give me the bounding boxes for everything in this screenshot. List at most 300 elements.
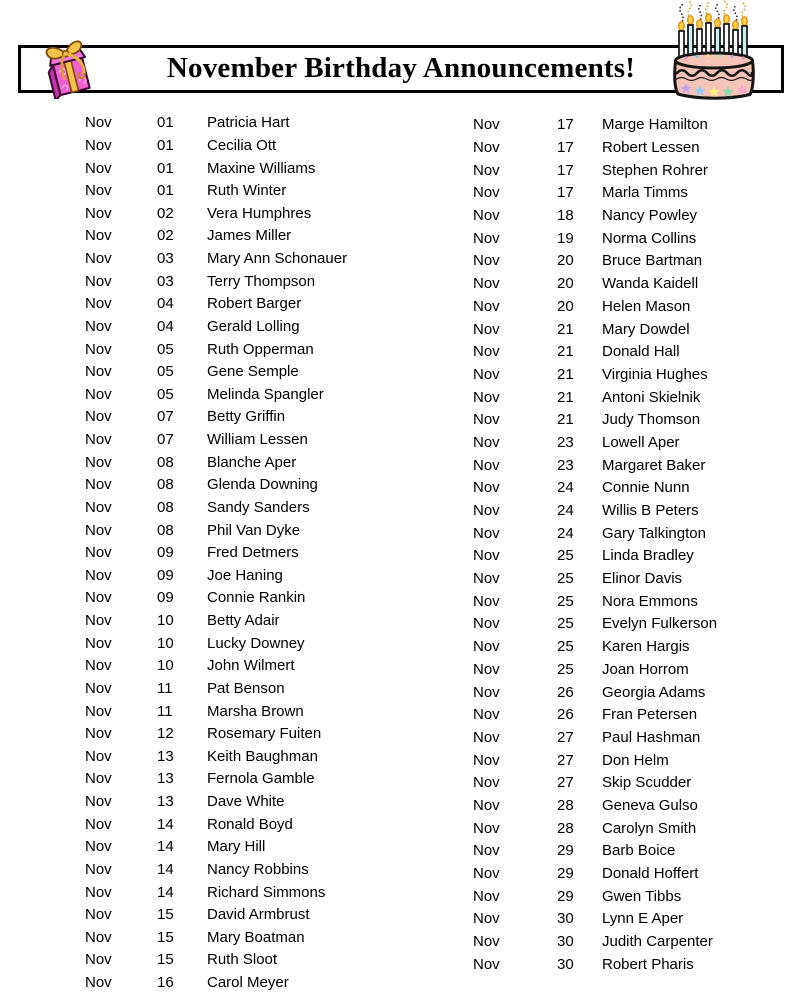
birthday-row — [473, 727, 717, 750]
birthday-name: Gerald Lolling — [207, 317, 300, 335]
birthday-month: Nov — [85, 272, 112, 290]
birthday-month: Nov — [85, 589, 112, 607]
birthday-row — [85, 768, 347, 791]
birthday-day: 01 — [157, 182, 174, 200]
birthday-month: Nov — [85, 317, 112, 335]
birthday-month: Nov — [473, 547, 500, 565]
birthday-month: Nov — [473, 592, 500, 610]
birthday-month: Nov — [473, 615, 500, 633]
birthday-day: 26 — [557, 706, 574, 724]
birthday-day: 30 — [557, 955, 574, 973]
birthday-day: 25 — [557, 592, 574, 610]
birthday-name: Robert Lessen — [602, 139, 700, 157]
birthday-name: Carol Meyer — [207, 974, 289, 992]
birthday-row — [85, 610, 347, 633]
birthday-row — [473, 477, 717, 500]
birthday-name: Lynn E Aper — [602, 910, 684, 928]
birthday-day: 04 — [157, 295, 174, 313]
birthday-month: Nov — [473, 819, 500, 837]
birthday-day: 13 — [157, 770, 174, 788]
birthday-day: 26 — [557, 683, 574, 701]
birthday-name: Nancy Robbins — [207, 860, 309, 878]
birthday-month: Nov — [473, 933, 500, 951]
birthday-month: Nov — [85, 793, 112, 811]
birthday-row — [85, 949, 347, 972]
birthday-name: Marla Timms — [602, 184, 688, 202]
birthday-row — [85, 723, 347, 746]
birthday-row — [85, 384, 347, 407]
birthday-row — [85, 859, 347, 882]
birthday-month: Nov — [85, 702, 112, 720]
birthday-name: Mary Dowdel — [602, 320, 690, 338]
birthday-month: Nov — [85, 951, 112, 969]
birthday-day: 29 — [557, 865, 574, 883]
birthday-month: Nov — [85, 860, 112, 878]
birthday-month: Nov — [473, 320, 500, 338]
birthday-day: 25 — [557, 615, 574, 633]
birthday-name: Sandy Sanders — [207, 498, 310, 516]
birthday-name: Patricia Hart — [207, 114, 290, 132]
birthday-month: Nov — [85, 453, 112, 471]
birthday-day: 17 — [557, 184, 574, 202]
birthday-month: Nov — [85, 159, 112, 177]
birthday-day: 21 — [557, 411, 574, 429]
birthday-day: 21 — [557, 365, 574, 383]
birthday-row — [473, 454, 717, 477]
birthday-day: 28 — [557, 796, 574, 814]
birthday-day: 14 — [157, 883, 174, 901]
birthday-month: Nov — [85, 725, 112, 743]
birthday-day: 29 — [557, 842, 574, 860]
birthday-name: Carolyn Smith — [602, 819, 697, 837]
birthday-name: Fran Petersen — [602, 706, 698, 724]
birthday-row — [473, 863, 717, 886]
birthday-day: 14 — [157, 838, 174, 856]
birthday-name: Antoni Skielnik — [602, 388, 701, 406]
birthday-month: Nov — [473, 751, 500, 769]
birthday-row — [473, 908, 717, 931]
birthday-row — [473, 227, 717, 250]
birthday-month: Nov — [85, 634, 112, 652]
birthday-day: 15 — [157, 928, 174, 946]
birthday-month: Nov — [85, 747, 112, 765]
birthday-month: Nov — [85, 204, 112, 222]
birthday-month: Nov — [85, 838, 112, 856]
birthday-day: 07 — [157, 408, 174, 426]
birthday-day: 15 — [157, 906, 174, 924]
birthday-day: 13 — [157, 747, 174, 765]
birthday-day: 02 — [157, 204, 174, 222]
birthday-name: James Miller — [207, 227, 292, 245]
birthday-month: Nov — [473, 456, 500, 474]
birthday-list-right — [473, 114, 717, 976]
birthday-day: 20 — [557, 275, 574, 293]
birthday-row — [85, 248, 347, 271]
birthday-day: 11 — [157, 679, 173, 697]
birthday-name: Linda Bradley — [602, 547, 694, 565]
birthday-day: 27 — [557, 751, 574, 769]
birthday-month: Nov — [473, 388, 500, 406]
birthday-row — [85, 451, 347, 474]
birthday-row — [473, 613, 717, 636]
birthday-name: Evelyn Fulkerson — [602, 615, 718, 633]
birthday-month: Nov — [473, 683, 500, 701]
birthday-day: 08 — [157, 453, 174, 471]
birthday-row — [473, 250, 717, 273]
birthday-name: Nancy Powley — [602, 207, 698, 225]
birthday-row — [85, 497, 347, 520]
birthday-name: Robert Barger — [207, 295, 302, 313]
birthday-row — [473, 273, 717, 296]
birthday-day: 05 — [157, 363, 174, 381]
birthday-row — [473, 840, 717, 863]
birthday-row — [85, 655, 347, 678]
page-title: November Birthday Announcements! — [166, 52, 636, 84]
birthday-name: Blanche Aper — [207, 453, 297, 471]
birthday-name: Vera Humphres — [207, 204, 312, 222]
birthday-month: Nov — [473, 842, 500, 860]
birthday-day: 27 — [557, 774, 574, 792]
birthday-month: Nov — [85, 883, 112, 901]
birthday-month: Nov — [85, 250, 112, 268]
birthday-day: 24 — [557, 479, 574, 497]
birthday-row — [473, 568, 717, 591]
gift-icon — [40, 37, 102, 99]
birthday-row — [473, 795, 717, 818]
birthday-name: Betty Adair — [207, 612, 280, 630]
birthday-name: Cecilia Ott — [207, 136, 277, 154]
birthday-day: 01 — [157, 114, 174, 132]
birthday-month: Nov — [85, 182, 112, 200]
birthday-day: 14 — [157, 815, 174, 833]
birthday-day: 14 — [157, 860, 174, 878]
birthday-name: Paul Hashman — [602, 728, 701, 746]
birthday-row — [473, 432, 717, 455]
birthday-day: 10 — [157, 612, 174, 630]
birthday-day: 08 — [157, 476, 174, 494]
birthday-name: Georgia Adams — [602, 683, 706, 701]
birthday-month: Nov — [473, 796, 500, 814]
birthday-month: Nov — [85, 679, 112, 697]
birthday-month: Nov — [85, 340, 112, 358]
birthday-month: Nov — [85, 227, 112, 245]
birthday-name: Elinor Davis — [602, 570, 683, 588]
birthday-month: Nov — [473, 774, 500, 792]
birthday-name: Karen Hargis — [602, 638, 690, 656]
birthday-row — [473, 772, 717, 795]
birthday-row — [85, 813, 347, 836]
birthday-month: Nov — [473, 229, 500, 247]
birthday-row — [85, 565, 347, 588]
birthday-row — [473, 114, 717, 137]
birthday-name: Margaret Baker — [602, 456, 706, 474]
birthday-month: Nov — [85, 657, 112, 675]
birthday-name: Don Helm — [602, 751, 669, 769]
birthday-day: 12 — [157, 725, 174, 743]
birthday-month: Nov — [85, 928, 112, 946]
birthday-day: 07 — [157, 431, 174, 449]
birthday-row — [85, 700, 347, 723]
birthday-day: 10 — [157, 657, 174, 675]
birthday-row — [473, 318, 717, 341]
birthday-month: Nov — [85, 476, 112, 494]
birthday-row — [85, 180, 347, 203]
birthday-month: Nov — [473, 116, 500, 134]
birthday-name: Gwen Tibbs — [602, 887, 682, 905]
birthday-row — [473, 386, 717, 409]
birthday-name: Melinda Spangler — [207, 385, 324, 403]
birthday-name: Judith Carpenter — [602, 933, 713, 951]
birthday-row — [85, 542, 347, 565]
birthday-row — [473, 137, 717, 160]
birthday-month: Nov — [85, 544, 112, 562]
birthday-row — [473, 953, 717, 976]
birthday-month: Nov — [473, 479, 500, 497]
birthday-name: Lucky Downey — [207, 634, 305, 652]
birthday-name: Fernola Gamble — [207, 770, 315, 788]
birthday-row — [85, 474, 347, 497]
birthday-row — [85, 972, 347, 995]
birthday-row — [85, 157, 347, 180]
birthday-day: 16 — [157, 974, 174, 992]
birthday-day: 03 — [157, 250, 174, 268]
birthday-month: Nov — [85, 136, 112, 154]
birthday-day: 08 — [157, 521, 174, 539]
birthday-row — [473, 409, 717, 432]
birthday-row — [473, 364, 717, 387]
birthday-name: Dave White — [207, 793, 285, 811]
birthday-month: Nov — [85, 906, 112, 924]
birthday-name: Gary Talkington — [602, 524, 706, 542]
birthday-month: Nov — [85, 408, 112, 426]
birthday-day: 23 — [557, 433, 574, 451]
birthday-day: 11 — [157, 702, 173, 720]
birthday-name: William Lessen — [207, 431, 308, 449]
birthday-month: Nov — [85, 770, 112, 788]
birthday-name: Joan Horrom — [602, 660, 689, 678]
birthday-month: Nov — [473, 865, 500, 883]
birthday-name: Judy Thomson — [602, 411, 701, 429]
birthday-month: Nov — [85, 295, 112, 313]
birthday-month: Nov — [473, 297, 500, 315]
birthday-month: Nov — [85, 498, 112, 516]
birthday-day: 21 — [557, 343, 574, 361]
birthday-month: Nov — [473, 207, 500, 225]
birthday-row — [85, 927, 347, 950]
birthday-month: Nov — [473, 139, 500, 157]
birthday-row — [85, 746, 347, 769]
birthday-row — [85, 316, 347, 339]
birthday-day: 28 — [557, 819, 574, 837]
birthday-name: Mary Hill — [207, 838, 266, 856]
birthday-name: Norma Collins — [602, 229, 697, 247]
birthday-month: Nov — [473, 887, 500, 905]
birthday-row — [473, 749, 717, 772]
birthday-row — [473, 296, 717, 319]
birthday-row — [85, 293, 347, 316]
birthday-name: Lowell Aper — [602, 433, 680, 451]
birthday-name: Wanda Kaidell — [602, 275, 699, 293]
birthday-month: Nov — [473, 502, 500, 520]
birthday-row — [85, 904, 347, 927]
birthday-name: Barb Boice — [602, 842, 676, 860]
birthday-name: Marge Hamilton — [602, 116, 708, 134]
birthday-month: Nov — [473, 910, 500, 928]
birthday-day: 01 — [157, 136, 174, 154]
birthday-row — [473, 545, 717, 568]
birthday-row — [473, 205, 717, 228]
birthday-month: Nov — [473, 955, 500, 973]
birthday-month: Nov — [85, 612, 112, 630]
birthday-row — [85, 678, 347, 701]
birthday-name: Keith Baughman — [207, 747, 318, 765]
birthday-month: Nov — [473, 184, 500, 202]
birthday-name: Glenda Downing — [207, 476, 318, 494]
birthday-day: 05 — [157, 385, 174, 403]
birthday-cake-icon — [664, 0, 766, 104]
birthday-day: 08 — [157, 498, 174, 516]
birthday-name: Maxine Williams — [207, 159, 316, 177]
birthday-name: Ruth Winter — [207, 182, 287, 200]
birthday-row — [85, 587, 347, 610]
birthday-name: Ronald Boyd — [207, 815, 293, 833]
birthday-name: Virginia Hughes — [602, 365, 708, 383]
birthday-day: 23 — [557, 456, 574, 474]
birthday-name: Mary Boatman — [207, 928, 305, 946]
birthday-month: Nov — [473, 365, 500, 383]
birthday-name: Betty Griffin — [207, 408, 286, 426]
birthday-day: 10 — [157, 634, 174, 652]
birthday-day: 03 — [157, 272, 174, 290]
birthday-name: John Wilmert — [207, 657, 295, 675]
birthday-day: 05 — [157, 340, 174, 358]
birthday-month: Nov — [473, 343, 500, 361]
birthday-day: 17 — [557, 139, 574, 157]
birthday-day: 09 — [157, 589, 174, 607]
birthday-day: 09 — [157, 544, 174, 562]
birthday-name: Connie Rankin — [207, 589, 306, 607]
birthday-month: Nov — [473, 161, 500, 179]
birthday-day: 25 — [557, 638, 574, 656]
birthday-day: 01 — [157, 159, 174, 177]
birthday-name: Donald Hoffert — [602, 865, 699, 883]
birthday-month: Nov — [85, 431, 112, 449]
birthday-day: 25 — [557, 660, 574, 678]
birthday-day: 30 — [557, 910, 574, 928]
birthday-day: 17 — [557, 116, 574, 134]
birthday-name: Richard Simmons — [207, 883, 326, 901]
birthday-name: Rosemary Fuiten — [207, 725, 322, 743]
birthday-month: Nov — [473, 411, 500, 429]
birthday-day: 25 — [557, 547, 574, 565]
birthday-month: Nov — [85, 363, 112, 381]
birthday-day: 18 — [557, 207, 574, 225]
birthday-name: David Armbrust — [207, 906, 310, 924]
birthday-name: Ruth Opperman — [207, 340, 314, 358]
birthday-name: Terry Thompson — [207, 272, 316, 290]
birthday-day: 09 — [157, 566, 174, 584]
birthday-name: Stephen Rohrer — [602, 161, 708, 179]
birthday-name: Mary Ann Schonauer — [207, 250, 348, 268]
birthday-row — [473, 500, 717, 523]
birthday-month: Nov — [473, 728, 500, 746]
birthday-row — [85, 791, 347, 814]
birthday-day: 21 — [557, 388, 574, 406]
birthday-day: 02 — [157, 227, 174, 245]
birthday-name: Willis B Peters — [602, 502, 699, 520]
birthday-row — [473, 522, 717, 545]
birthday-name: Ruth Sloot — [207, 951, 278, 969]
birthday-name: Pat Benson — [207, 679, 285, 697]
birthday-month: Nov — [85, 815, 112, 833]
birthday-row — [473, 931, 717, 954]
birthday-day: 17 — [557, 161, 574, 179]
birthday-name: Fred Detmers — [207, 544, 299, 562]
birthday-day: 15 — [157, 951, 174, 969]
birthday-month: Nov — [473, 433, 500, 451]
birthday-name: Joe Haning — [207, 566, 283, 584]
birthday-month: Nov — [85, 566, 112, 584]
birthday-row — [473, 659, 717, 682]
birthday-name: Helen Mason — [602, 297, 691, 315]
birthday-month: Nov — [473, 252, 500, 270]
birthday-month: Nov — [473, 570, 500, 588]
birthday-day: 27 — [557, 728, 574, 746]
birthday-row — [85, 270, 347, 293]
birthday-row — [473, 681, 717, 704]
birthday-name: Nora Emmons — [602, 592, 698, 610]
birthday-row — [85, 881, 347, 904]
birthday-name: Marsha Brown — [207, 702, 304, 720]
birthday-name: Bruce Bartman — [602, 252, 703, 270]
birthday-row — [473, 341, 717, 364]
birthday-row — [473, 885, 717, 908]
birthday-row — [473, 590, 717, 613]
birthday-row — [473, 817, 717, 840]
birthday-day: 24 — [557, 502, 574, 520]
birthday-month: Nov — [85, 974, 112, 992]
birthday-name: Phil Van Dyke — [207, 521, 301, 539]
birthday-day: 30 — [557, 933, 574, 951]
birthday-row — [473, 159, 717, 182]
birthday-row — [85, 406, 347, 429]
birthday-day: 21 — [557, 320, 574, 338]
birthday-day: 24 — [557, 524, 574, 542]
birthday-month: Nov — [473, 275, 500, 293]
birthday-row — [85, 519, 347, 542]
birthday-row — [85, 225, 347, 248]
birthday-row — [85, 836, 347, 859]
birthday-row — [85, 361, 347, 384]
birthday-row — [473, 182, 717, 205]
birthday-day: 29 — [557, 887, 574, 905]
birthday-day: 25 — [557, 570, 574, 588]
birthday-name: Skip Scudder — [602, 774, 692, 792]
birthday-day: 13 — [157, 793, 174, 811]
birthday-row — [85, 112, 347, 135]
birthday-row — [473, 636, 717, 659]
birthday-row — [85, 135, 347, 158]
birthday-day: 20 — [557, 297, 574, 315]
birthday-day: 20 — [557, 252, 574, 270]
birthday-day: 19 — [557, 229, 574, 247]
birthday-row — [85, 338, 347, 361]
birthday-month: Nov — [473, 706, 500, 724]
birthday-row — [85, 203, 347, 226]
birthday-month: Nov — [473, 638, 500, 656]
birthday-day: 04 — [157, 317, 174, 335]
birthday-row — [473, 704, 717, 727]
